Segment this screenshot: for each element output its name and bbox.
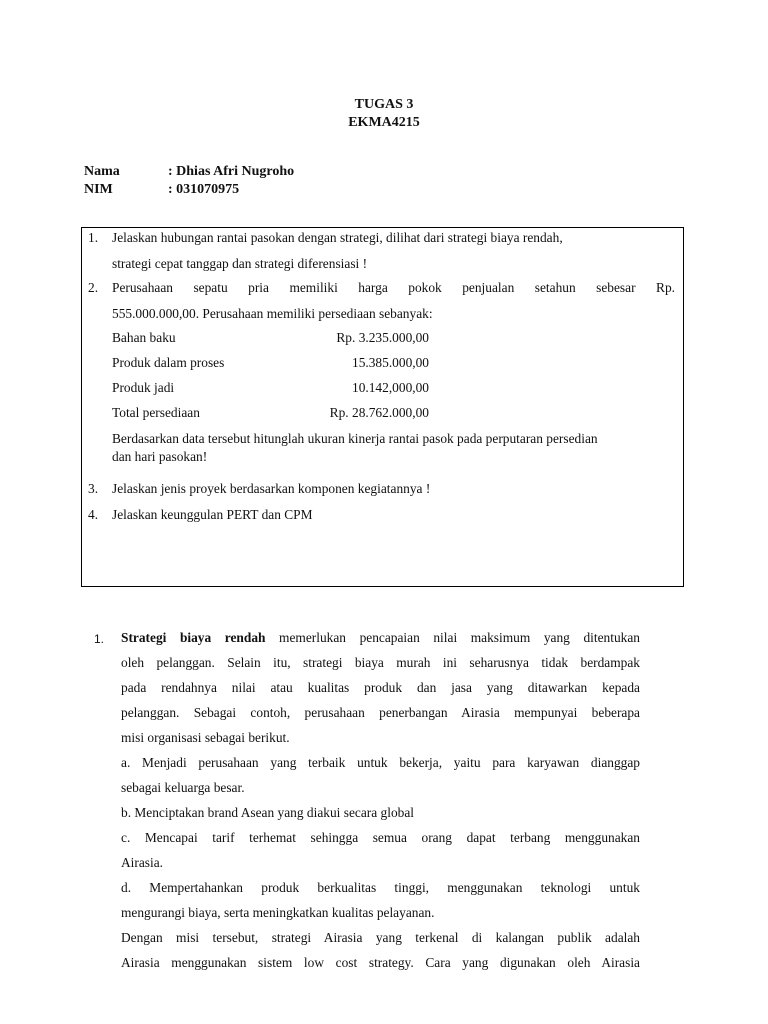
answer-line: Dengan misi tersebut, strategi Airasia yang terkenal di kalangan publik adalah (121, 930, 640, 945)
question-text: Perusahaan sepatu pria memiliki harga pokok penjualan setahun sebesar Rp. (112, 280, 675, 295)
answer-line (121, 630, 640, 646)
question-number: 2. (88, 280, 99, 295)
student-name-row (84, 164, 294, 180)
inventory-value: 15.385.000,00 (352, 355, 429, 370)
inventory-label: Produk jadi (112, 380, 175, 395)
answer-text: memerlukan pencapaian nilai maksimum yang ditentukan (265, 630, 640, 645)
mission-a: a. Menjadi perusahaan yang terbaik untuk bekerja, yaitu para karyawan dianggap (121, 755, 640, 770)
question-text: Jelaskan keunggulan PERT dan CPM (112, 507, 313, 522)
question-text: 555.000.000,00. Perusahaan memiliki persediaan sebanyak: (112, 306, 433, 321)
document-title: TUGAS 3 (354, 97, 414, 112)
inventory-value: Rp. 28.762.000,00 (329, 405, 429, 420)
question-text: Jelaskan hubungan rantai pasokan dengan strategi, dilihat dari strategi biaya rendah, (112, 230, 563, 245)
inventory-label: Bahan baku (112, 330, 176, 345)
mission-a: sebagai keluarga besar. (121, 780, 245, 795)
answer-line: pelanggan. Sebagai contoh, perusahaan penerbangan Airasia mempunyai beberapa (121, 705, 640, 720)
answer-number: 1. (94, 632, 105, 646)
mission-d: d. Mempertahankan produk berkualitas tinggi, menggunakan teknologi untuk (121, 880, 640, 895)
mission-b: b. Menciptakan brand Asean yang diakui secara global (121, 805, 415, 820)
nim-label: NIM (84, 182, 113, 197)
answer-line: misi organisasi sebagai berikut. (121, 730, 290, 745)
question-number: 4. (88, 507, 99, 522)
inventory-label: Produk dalam proses (112, 355, 225, 370)
answer-line: pada rendahnya nilai atau kualitas produk dan jasa yang ditawarkan kepada (121, 680, 640, 695)
answer-line: Airasia menggunakan sistem low cost strategy. Cara yang digunakan oleh Airasia (121, 955, 640, 970)
mission-c: Airasia. (121, 855, 164, 870)
question-text: strategi cepat tanggap dan strategi diferensiasi ! (112, 256, 368, 271)
inventory-value: 10.142,000,00 (352, 380, 429, 395)
name-value: : Dhias Afri Nugroho (168, 164, 295, 179)
questions-box (81, 227, 684, 587)
name-label: Nama (84, 164, 120, 179)
question-number: 3. (88, 481, 99, 496)
mission-d: mengurangi biaya, serta meningkatkan kualitas pelayanan. (121, 905, 435, 920)
answer-term: Strategi biaya rendah (121, 630, 266, 645)
answer-line: oleh pelanggan. Selain itu, strategi biaya murah ini seharusnya tidak berdampak (121, 655, 640, 670)
inventory-label: Total persediaan (112, 405, 200, 420)
question-instruction: Berdasarkan data tersebut hitunglah ukuran kinerja rantai pasok pada perputaran persedian (112, 431, 598, 446)
course-code: EKMA4215 (348, 115, 420, 130)
nim-value: : 031070975 (168, 182, 240, 197)
mission-c: c. Mencapai tarif terhemat sehingga semua orang dapat terbang menggunakan (121, 830, 640, 845)
student-nim-row (84, 182, 239, 198)
question-instruction: dan hari pasokan! (112, 449, 208, 464)
question-number: 1. (88, 230, 99, 245)
question-text: Jelaskan jenis proyek berdasarkan komponen kegiatannya ! (112, 481, 431, 496)
inventory-value: Rp. 3.235.000,00 (336, 330, 429, 345)
